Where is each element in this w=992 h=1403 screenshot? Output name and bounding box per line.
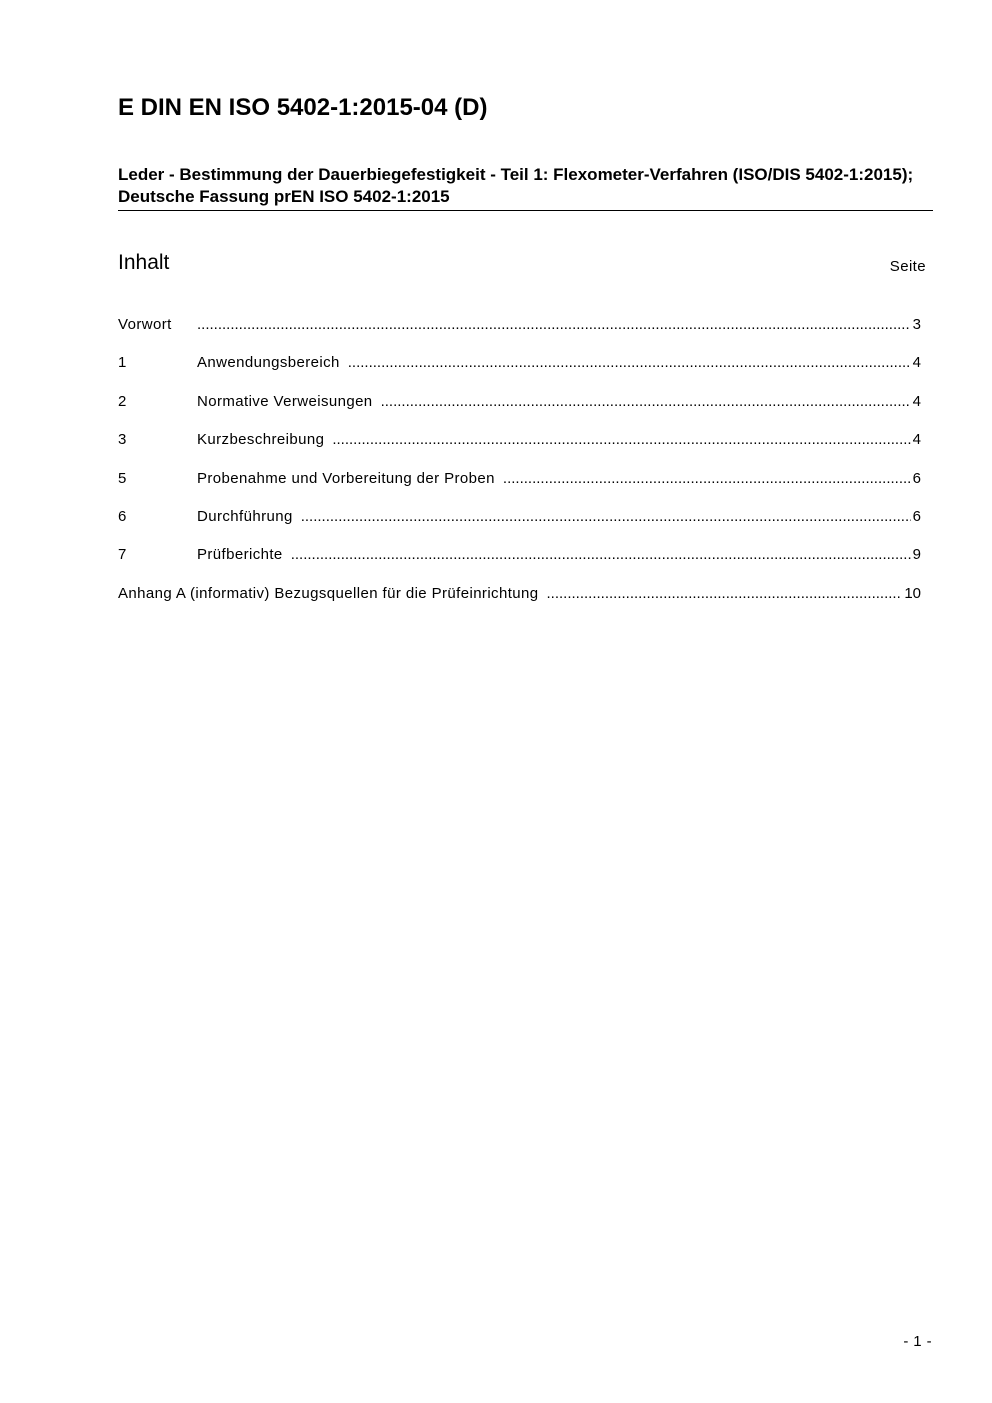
toc-entry-text: Normative Verweisungen bbox=[197, 392, 373, 410]
toc-entry-anhang-a[interactable] bbox=[118, 585, 921, 623]
toc-entry-page: 3 bbox=[912, 316, 921, 333]
toc-entry-page: 6 bbox=[912, 469, 921, 487]
toc-entry-probenahme[interactable] bbox=[118, 470, 921, 508]
toc-entry-text: Vorwort bbox=[118, 316, 172, 333]
toc-dot-leader bbox=[547, 585, 903, 602]
toc-heading: Inhalt bbox=[118, 251, 170, 274]
toc-entry-number: 3 bbox=[118, 431, 127, 449]
toc-entry-number: 7 bbox=[118, 546, 127, 564]
toc-entry-number: 6 bbox=[118, 507, 127, 525]
document-id: E DIN EN ISO 5402-1:2015-04 (D) bbox=[118, 94, 488, 121]
toc-entry-normative-verweisungen[interactable] bbox=[118, 393, 921, 431]
toc-entry-page: 4 bbox=[912, 392, 921, 410]
toc-dot-leader bbox=[291, 546, 911, 563]
toc-entry-page: 9 bbox=[912, 546, 921, 564]
toc-entry-text: Durchführung bbox=[197, 507, 293, 525]
table-of-contents bbox=[118, 316, 921, 623]
toc-dot-leader bbox=[332, 431, 910, 448]
toc-entry-durchfuehrung[interactable] bbox=[118, 508, 921, 546]
toc-dot-leader bbox=[348, 354, 911, 371]
toc-entry-kurzbeschreibung[interactable] bbox=[118, 431, 921, 469]
toc-entry-number: 1 bbox=[118, 354, 127, 372]
toc-entry-text: Kurzbeschreibung bbox=[197, 431, 325, 449]
toc-dot-leader bbox=[381, 393, 911, 410]
toc-dot-leader bbox=[503, 470, 911, 487]
toc-entry-anwendungsbereich[interactable] bbox=[118, 354, 921, 392]
toc-entry-text: Probenahme und Vorbereitung der Proben bbox=[197, 469, 495, 487]
toc-dot-leader bbox=[301, 508, 911, 525]
toc-entry-number: 5 bbox=[118, 469, 127, 487]
toc-entry-page: 10 bbox=[904, 584, 921, 602]
document-title: Leder - Bestimmung der Dauerbiegefestigkeit - Teil 1: Flexometer-Verfahren (ISO/DIS 5402-1:2015); Deutsche Fassung prEN ISO 5402-1:2015 bbox=[118, 164, 933, 211]
toc-entry-number: 2 bbox=[118, 392, 127, 410]
toc-entry-page: 4 bbox=[912, 354, 921, 372]
toc-entry-text: Anhang A (informativ) Bezugsquellen für die Prüfeinrichtung bbox=[118, 584, 539, 602]
toc-page-label: Seite bbox=[889, 258, 926, 275]
toc-entry-page: 4 bbox=[912, 431, 921, 449]
page-number: - 1 - bbox=[903, 1333, 932, 1350]
toc-entry-page: 6 bbox=[912, 507, 921, 525]
toc-entry-vorwort[interactable] bbox=[118, 316, 921, 354]
toc-entry-text: Anwendungsbereich bbox=[197, 354, 340, 372]
toc-entry-text: Prüfberichte bbox=[197, 546, 283, 564]
toc-dot-leader bbox=[197, 316, 911, 333]
toc-entry-pruefberichte[interactable] bbox=[118, 546, 921, 584]
